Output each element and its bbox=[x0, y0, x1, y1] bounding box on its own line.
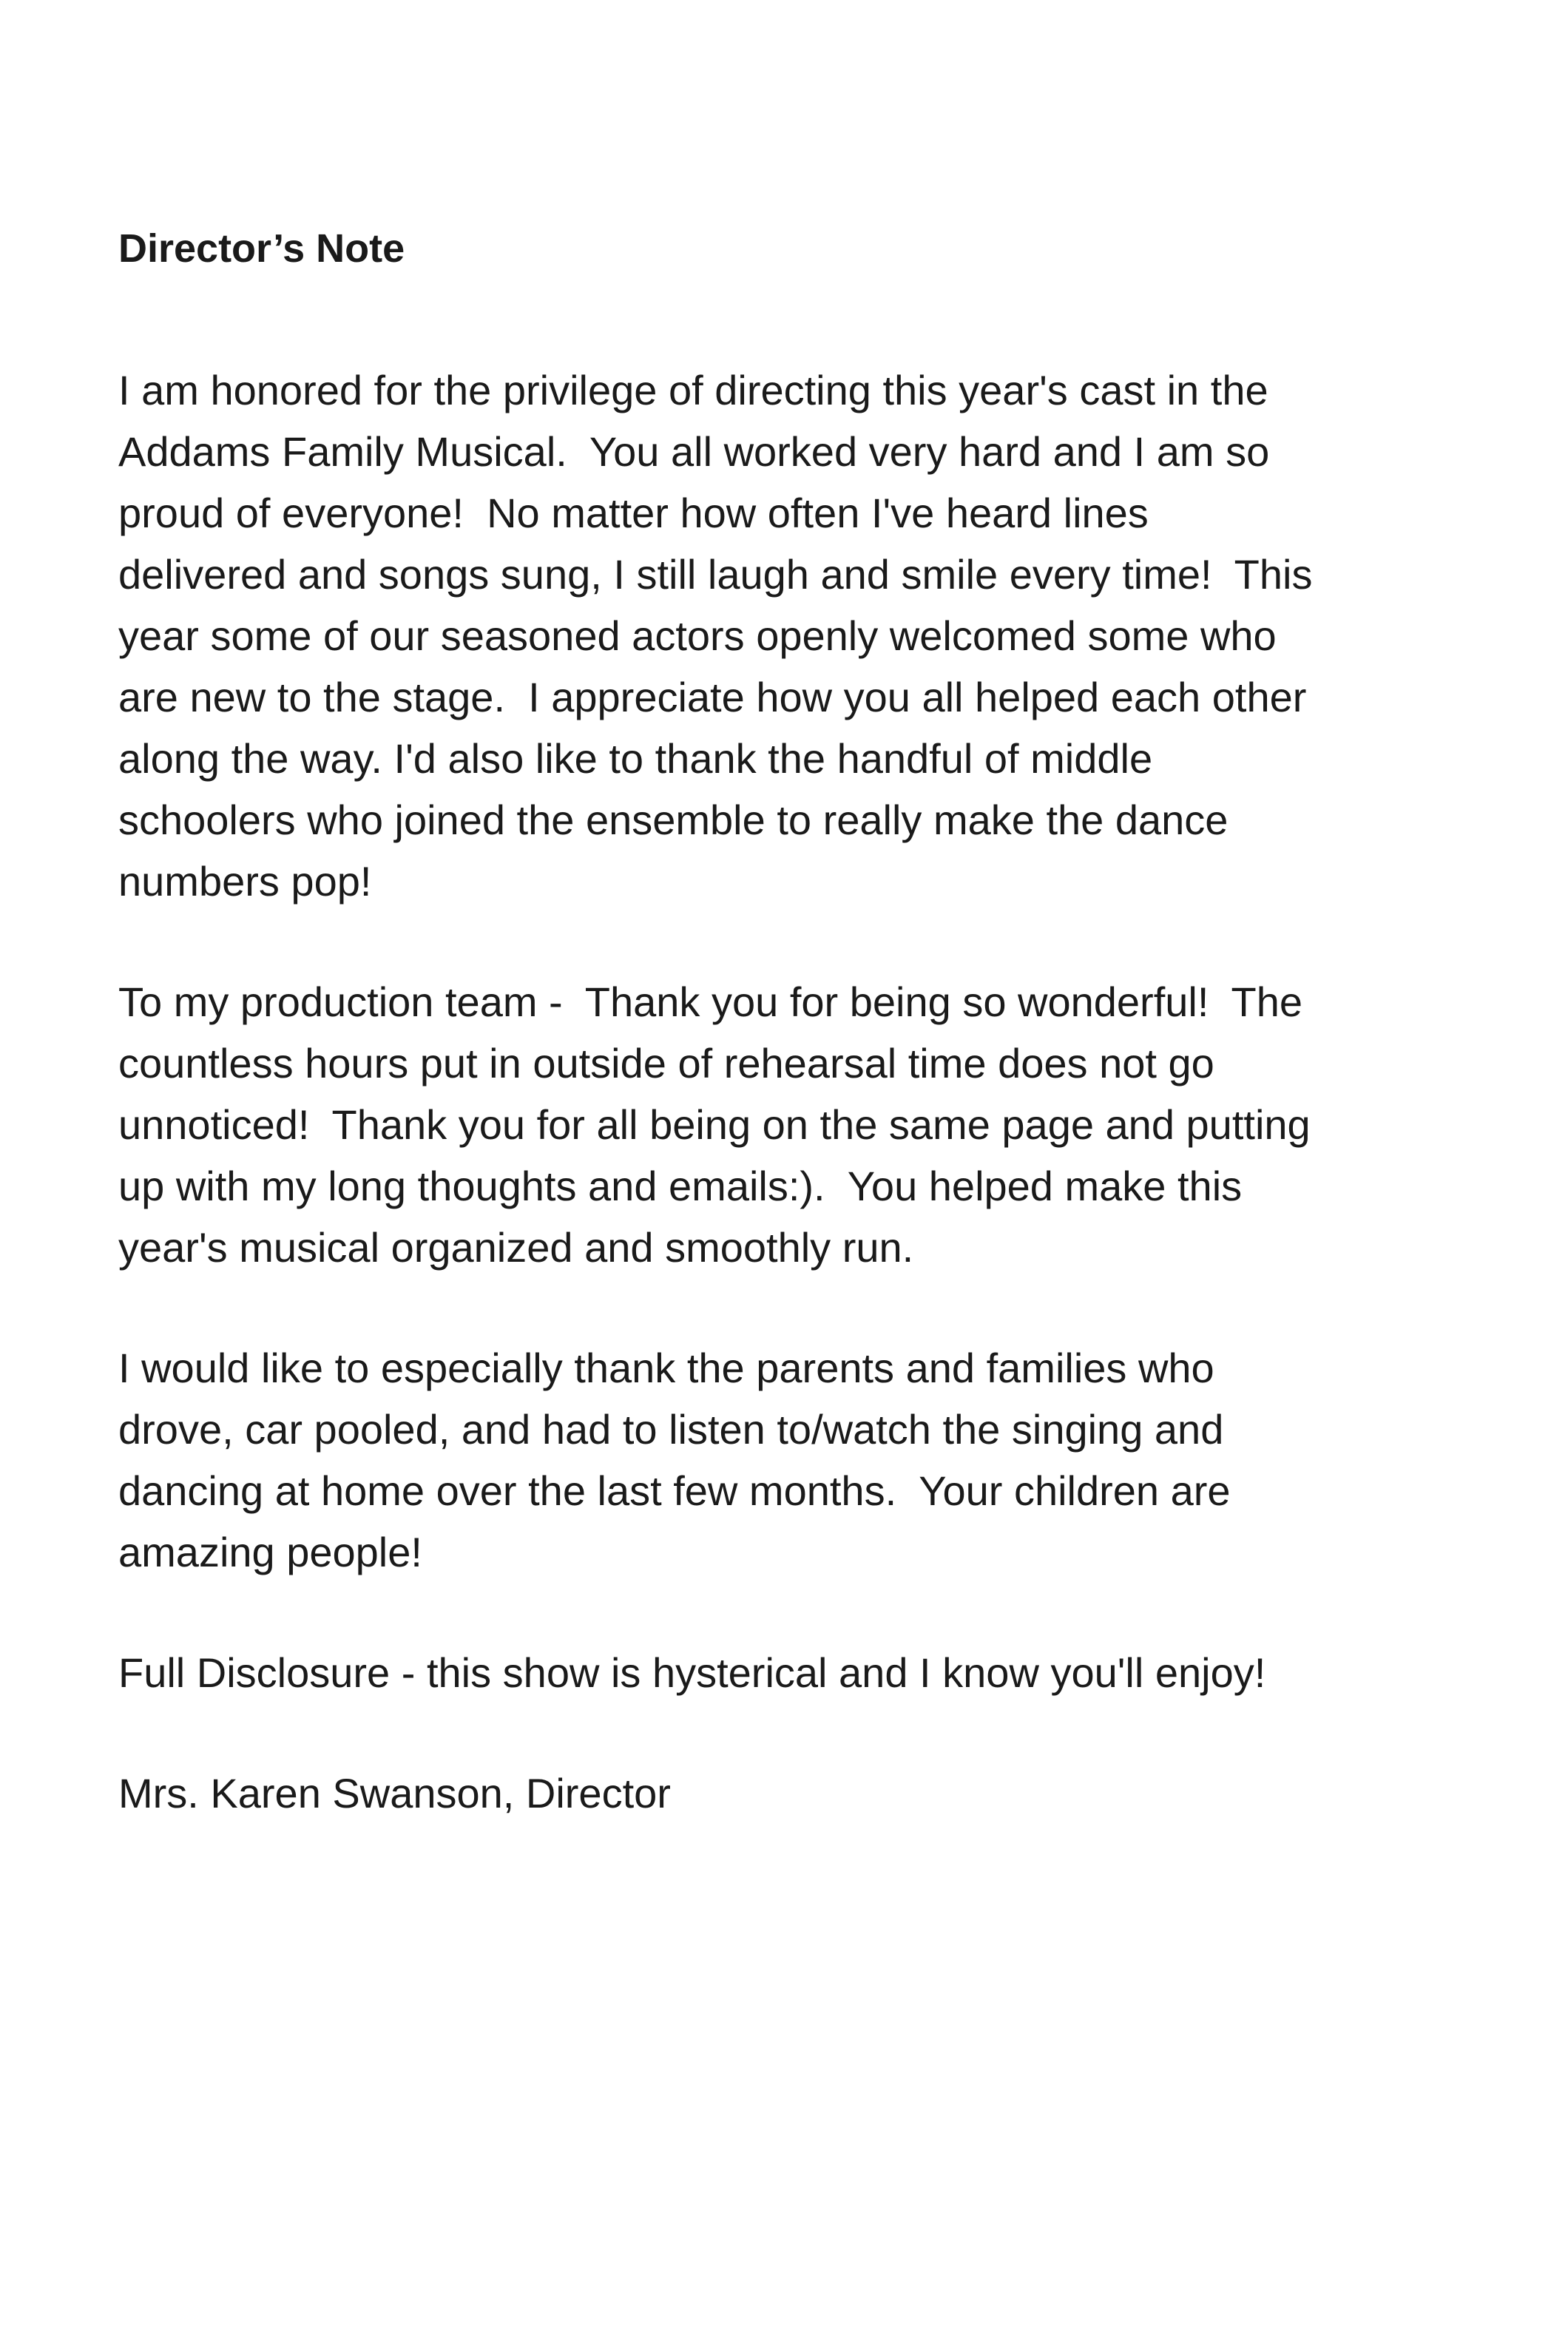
text-line: proud of everyone! No matter how often I've heard lines bbox=[118, 490, 1149, 536]
text-line: schoolers who joined the ensemble to really make the dance bbox=[118, 797, 1229, 843]
text-line: up with my long thoughts and emails:). You helped make this bbox=[118, 1163, 1243, 1209]
text-line: I would like to especially thank the parents and families who bbox=[118, 1345, 1214, 1391]
text-line: drove, car pooled, and had to listen to/watch the singing and bbox=[118, 1406, 1224, 1453]
text-line: unnoticed! Thank you for all being on the same page and putting bbox=[118, 1101, 1311, 1148]
text-line: along the way. I'd also like to thank the handful of middle bbox=[118, 735, 1153, 782]
paragraph-1 bbox=[118, 359, 1487, 912]
paragraph-2 bbox=[118, 971, 1487, 1278]
paragraph-4 bbox=[118, 1642, 1487, 1703]
text-line: amazing people! bbox=[118, 1529, 422, 1575]
signature-block bbox=[118, 1762, 1487, 1824]
paragraph-3 bbox=[118, 1337, 1487, 1583]
text-line: Addams Family Musical. You all worked very hard and I am so bbox=[118, 428, 1270, 475]
text-line: year some of our seasoned actors openly welcomed some who bbox=[118, 612, 1277, 659]
text-line: dancing at home over the last few months. Your children are bbox=[118, 1467, 1231, 1514]
text-line: are new to the stage. I appreciate how you all helped each other bbox=[118, 674, 1307, 720]
text-line: Full Disclosure - this show is hysterical and I know you'll enjoy! bbox=[118, 1649, 1266, 1696]
text-line: countless hours put in outside of rehearsal time does not go bbox=[118, 1040, 1214, 1086]
text-line: To my production team - Thank you for being so wonderful! The bbox=[118, 979, 1303, 1025]
signature-line: Mrs. Karen Swanson, Director bbox=[118, 1770, 671, 1816]
text-line: year's musical organized and smoothly run. bbox=[118, 1224, 914, 1271]
text-line: delivered and songs sung, I still laugh and smile every time! This bbox=[118, 551, 1313, 598]
text-line: numbers pop! bbox=[118, 858, 372, 905]
document-title: Director’s Note bbox=[118, 226, 405, 271]
text-line: I am honored for the privilege of directing this year's cast in the bbox=[118, 367, 1268, 413]
